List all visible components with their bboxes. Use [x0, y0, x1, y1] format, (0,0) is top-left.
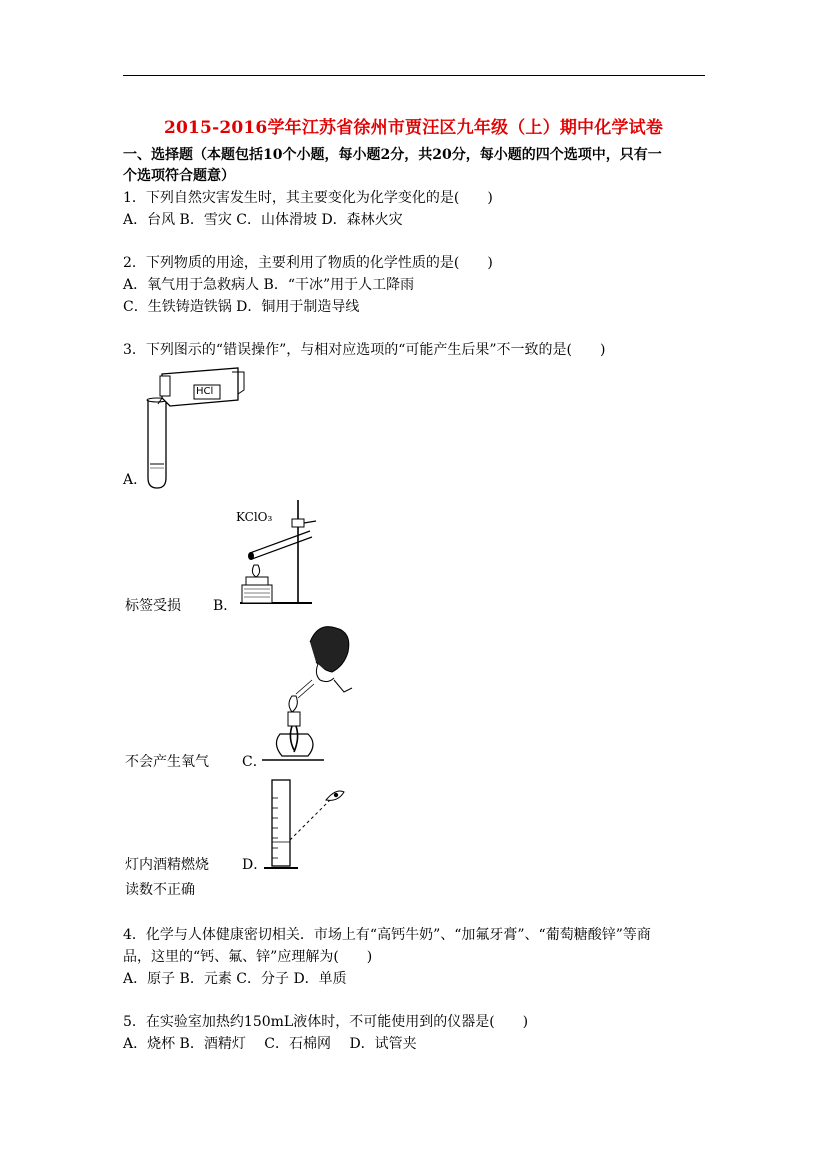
q4-stem-line1: 4．化学与人体健康密切相关．市场上有“高钙牛奶”、“加氟牙膏”、“葡萄糖酸锌”等商 — [123, 927, 651, 943]
hcl-label: HCl — [196, 386, 214, 397]
q3-result-d: 读数不正确 — [125, 882, 195, 898]
figure-blowing-lamp — [262, 622, 367, 770]
q2-options-line1: A．氧气用于急救病人 B．“干冰”用于人工降雨 — [123, 277, 415, 293]
q4-stem-line2: 品，这里的“钙、氟、锌”应理解为( ) — [123, 949, 373, 965]
q5-stem: 5．在实验室加热约150mL液体时，不可能使用到的仪器是( ) — [123, 1014, 529, 1030]
q2-stem: 2．下列物质的用途，主要利用了物质的化学性质的是( ) — [123, 255, 493, 271]
q3-stem: 3．下列图示的“错误操作”，与相对应选项的“可能产生后果”不一致的是( ) — [123, 342, 606, 358]
q3-result-a: 标签受损 — [125, 598, 181, 614]
figure-pouring-hcl — [140, 360, 250, 490]
q3-result-b: 不会产生氧气 — [125, 754, 209, 770]
figure-cylinder-reading — [262, 778, 352, 873]
section-heading-line2: 个选项符合题意） — [123, 168, 235, 184]
section-heading-line1: 一、选择题（本题包括10个小题，每小题2分，共20分，每小题的四个选项中，只有一 — [123, 147, 662, 163]
kclo3-label: KClO₃ — [236, 510, 273, 524]
q1-options: A．台风 B．雪灾 C．山体滑坡 D．森林火灾 — [123, 212, 403, 228]
q2-options-line2: C．生铁铸造铁锅 D．铜用于制造导线 — [123, 299, 360, 315]
q5-options: A．烧杯 B．酒精灯 C．石棉网 D．试管夹 — [123, 1036, 417, 1052]
q1-stem: 1．下列自然灾害发生时，其主要变化为化学变化的是( ) — [123, 190, 493, 206]
q3-label-d: D． — [242, 857, 268, 873]
q3-label-c: C． — [242, 754, 267, 770]
q4-options: A．原子 B．元素 C．分子 D．单质 — [123, 971, 347, 987]
header-rule — [123, 75, 705, 76]
q3-label-b: B． — [213, 598, 238, 614]
q3-label-a: A． — [123, 472, 148, 488]
q3-result-c: 灯内酒精燃烧 — [125, 857, 209, 873]
exam-title: 2015-2016学年江苏省徐州市贾汪区九年级（上）期中化学试卷 — [163, 118, 664, 138]
